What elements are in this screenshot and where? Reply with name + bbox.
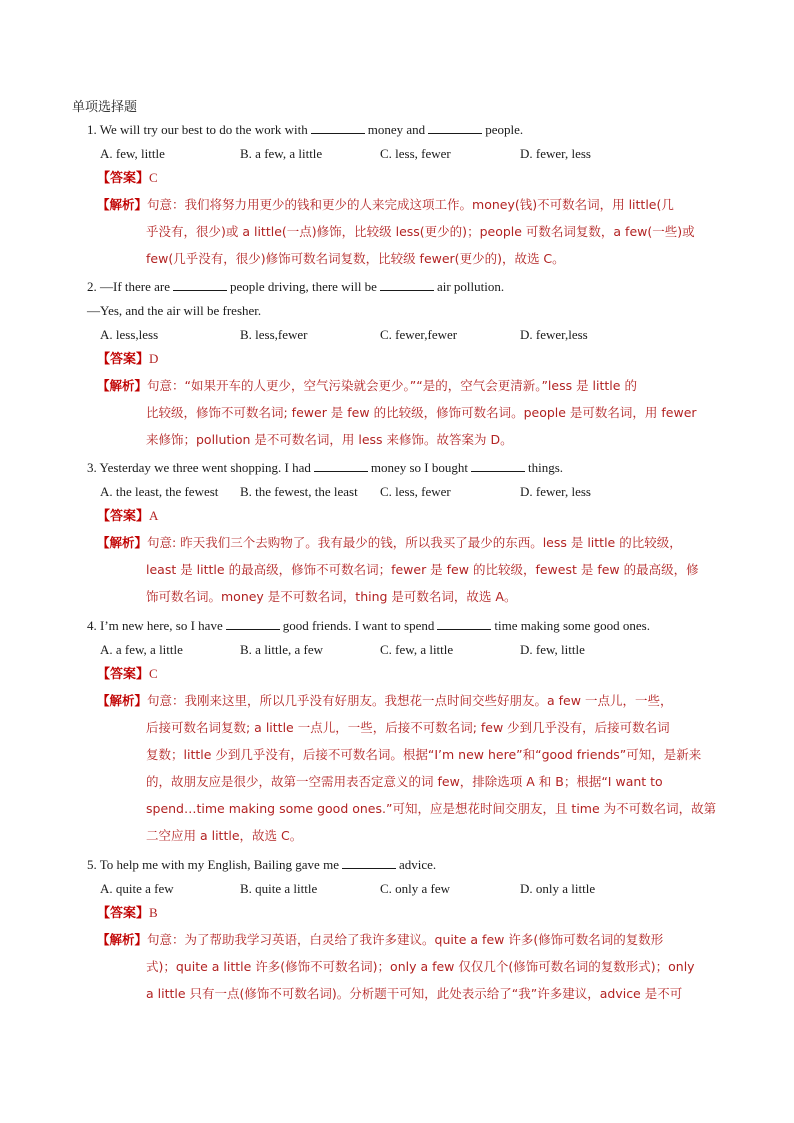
options bbox=[100, 480, 747, 504]
option-d: D. fewer, less bbox=[520, 146, 591, 161]
blank bbox=[311, 121, 365, 134]
answer: 【答案】D bbox=[97, 351, 159, 367]
question-stem: 5. To help me with my English, Bailing gave me advice. bbox=[87, 857, 437, 872]
explanation: 【解析】句意: 昨天我们三个去购物了。我有最少的钱，所以我买了最少的东西。less 是 little 的比较级， least 是 little 的最高级，修饰不可数名词；fewer 是 few 的比较级，fewest 是 few 的最高级，修 饰可数名词。money 是不可数名词，thing 是可数名词，故选 A。 bbox=[97, 535, 699, 604]
blank bbox=[173, 278, 227, 291]
option-c: C. less, fewer bbox=[380, 484, 451, 499]
answer: 【答案】C bbox=[97, 666, 158, 682]
option-a: A. a few, a little bbox=[100, 642, 183, 657]
option-c: C. only a few bbox=[380, 881, 451, 896]
blank bbox=[226, 617, 280, 630]
question-stem: 1. We will try our best to do the work with money and people. bbox=[87, 122, 524, 137]
option-b: B. a little, a few bbox=[240, 642, 324, 657]
option-c: C. fewer,fewer bbox=[380, 327, 458, 342]
option-d: D. fewer,less bbox=[520, 327, 588, 342]
option-d: D. only a little bbox=[520, 881, 596, 896]
option-c: C. few, a little bbox=[380, 642, 454, 657]
answer: 【答案】A bbox=[97, 508, 159, 524]
option-d: D. few, little bbox=[520, 642, 585, 657]
question-stem: 2. —If there are people driving, there will be air pollution. bbox=[87, 279, 505, 294]
option-c: C. less, fewer bbox=[380, 146, 451, 161]
answer: 【答案】C bbox=[97, 170, 158, 186]
option-a: A. less,less bbox=[100, 327, 159, 342]
question-1 bbox=[87, 118, 747, 272]
blank bbox=[437, 617, 491, 630]
question-reply: —Yes, and the air will be fresher. bbox=[87, 303, 262, 318]
question-stem: 4. I’m new here, so I have good friends. I want to spend time making some good ones. bbox=[87, 618, 650, 633]
options bbox=[100, 638, 747, 662]
question-3 bbox=[87, 456, 747, 610]
question-5 bbox=[87, 853, 747, 1007]
options bbox=[100, 142, 747, 166]
explanation: 【解析】句意：“如果开车的人更少，空气污染就会更少。”“是的，空气会更清新。”less 是 little 的 比较级，修饰不可数名词; fewer 是 few 的比较级，修饰可数名词。people 是可数名词，用 fewer 来修饰；pollution 是不可数名词，用 less 来修饰。故答案为 D。 bbox=[97, 378, 697, 447]
answer: 【答案】B bbox=[97, 905, 158, 921]
blank bbox=[428, 121, 482, 134]
blank bbox=[314, 459, 368, 472]
options bbox=[100, 877, 747, 901]
blank bbox=[342, 856, 396, 869]
options bbox=[100, 323, 747, 347]
explanation: 【解析】句意：我刚来这里，所以几乎没有好朋友。我想花一点时间交些好朋友。a few 一点儿，一些， 后接可数名词复数; a little 一点儿，一些，后接不可数名词; few 少到几乎没有，后接可数名词 复数；little 少到几乎没有，后接不可数名词。根据“I’m new here”和“good friends”可知，是新来 的，故朋友应是很少，故第一空需用表否定意义的词 few，排除选项 A 和 B；根据“I want to spend…time making some good ones.”可知，应是想花时间交朋友，且 time 为不可数名词，故第 二空应用 a little，故选 C。 bbox=[97, 693, 717, 843]
option-b: B. a few, a little bbox=[240, 146, 323, 161]
section-title: 单项选择题 bbox=[72, 100, 138, 115]
question-2 bbox=[87, 275, 747, 453]
question-4 bbox=[87, 614, 747, 849]
option-a: A. quite a few bbox=[100, 881, 174, 896]
option-d: D. fewer, less bbox=[520, 484, 591, 499]
option-b: B. the fewest, the least bbox=[240, 484, 358, 499]
explanation: 【解析】句意：我们将努力用更少的钱和更少的人来完成这项工作。money(钱)不可数名词，用 little(几 乎没有，很少)或 a little(一点)修饰，比较级 less(更少的)；people 可数名词复数，a few(一些)或 few(几乎没有，很少)修饰可数名词复数，比较级 fewer(更少的)，故选 C。 bbox=[97, 197, 695, 266]
blank bbox=[471, 459, 525, 472]
option-a: A. the least, the fewest bbox=[100, 484, 219, 499]
explanation: 【解析】句意：为了帮助我学习英语，白灵给了我许多建议。quite a few 许多(修饰可数名词的复数形 式)；quite a little 许多(修饰不可数名词)；only a few 仅仅几个(修饰可数名词的复数形式)；only a little 只有一点(修饰不可数名词)。分析题干可知，此处表示给了“我”许多建议，advice 是不可 bbox=[97, 932, 695, 1001]
question-stem: 3. Yesterday we three went shopping. I had money so I bought things. bbox=[87, 460, 564, 475]
blank bbox=[380, 278, 434, 291]
option-b: B. less,fewer bbox=[240, 327, 308, 342]
option-a: A. few, little bbox=[100, 146, 165, 161]
option-b: B. quite a little bbox=[240, 881, 318, 896]
